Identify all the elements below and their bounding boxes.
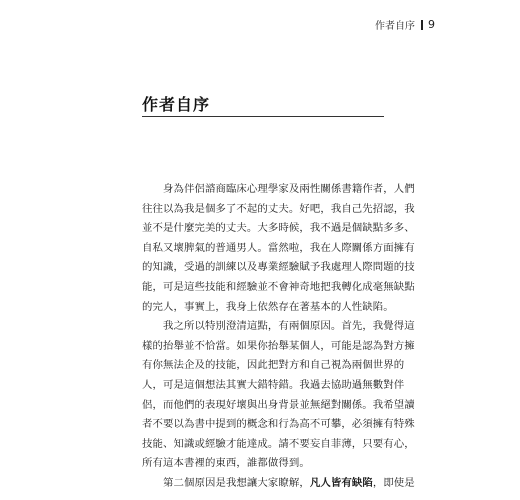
paragraph-line: 的知識，受過的訓練以及專業經驗賦予我處理人際問題的技 <box>142 261 415 274</box>
running-header <box>375 17 435 32</box>
paragraph-line: 侶，而他們的表現好壞與出身背景並無絕對關係。我希望讀 <box>142 398 415 411</box>
paragraph-line: 人，可是這個想法其實大錯特錯。我過去協助過無數對伴 <box>142 378 405 391</box>
paragraph-line: 能，可是這些技能和經驗並不會神奇地把我轉化成毫無缺點 <box>142 280 415 293</box>
header-separator <box>421 20 423 30</box>
chapter-title: 作者自序 <box>142 95 211 114</box>
emphasis-text: 凡人皆有缺陷 <box>309 476 373 489</box>
paragraph-line: 樣的抬舉並不恰當。如果你抬舉某個人，可能是認為對方擁 <box>142 339 415 352</box>
paragraph-line: 身為伴侶諮商臨床心理學家及兩性關係書籍作者，人們 <box>163 183 415 195</box>
paragraph-line <box>142 474 415 494</box>
paragraph-line: 者不要以為書中提到的概念和行為高不可攀，必須擁有特殊 <box>142 418 415 431</box>
paragraph-line: 我之所以特別澄清這點，有兩個原因。首先，我覺得這 <box>163 320 415 333</box>
paragraph-line: 自私又壞脾氣的普通男人。當然啦，我在人際關係方面擁有 <box>142 241 415 254</box>
body-text <box>142 180 415 494</box>
paragraph-line: 有你無法企及的技能，因此把對方和自己視為兩個世界的 <box>142 359 405 372</box>
page-number: 9 <box>428 18 435 31</box>
paragraph-line: 所有這本書裡的東西，誰都做得到。 <box>142 457 310 470</box>
line-text: 第二個原因是我想讓大家瞭解， <box>163 476 310 489</box>
title-underline-rule <box>142 116 384 117</box>
paragraph-line: 往往以為我是個多了不起的丈夫。好吧，我自己先招認，我 <box>142 202 415 215</box>
paragraph-line: 的完人，事實上，我身上依然存在著基本的人性缺陷。 <box>142 300 394 313</box>
running-header-title: 作者自序 <box>375 21 415 32</box>
paragraph-line: 並不是什麼完美的丈夫。大多時候，我不過是個缺點多多、 <box>142 222 415 235</box>
paragraph-line: 技能、知識或經驗才能達成。請不要妄自菲薄，只要有心， <box>142 437 415 450</box>
line-text: ，即使是 <box>372 476 415 489</box>
